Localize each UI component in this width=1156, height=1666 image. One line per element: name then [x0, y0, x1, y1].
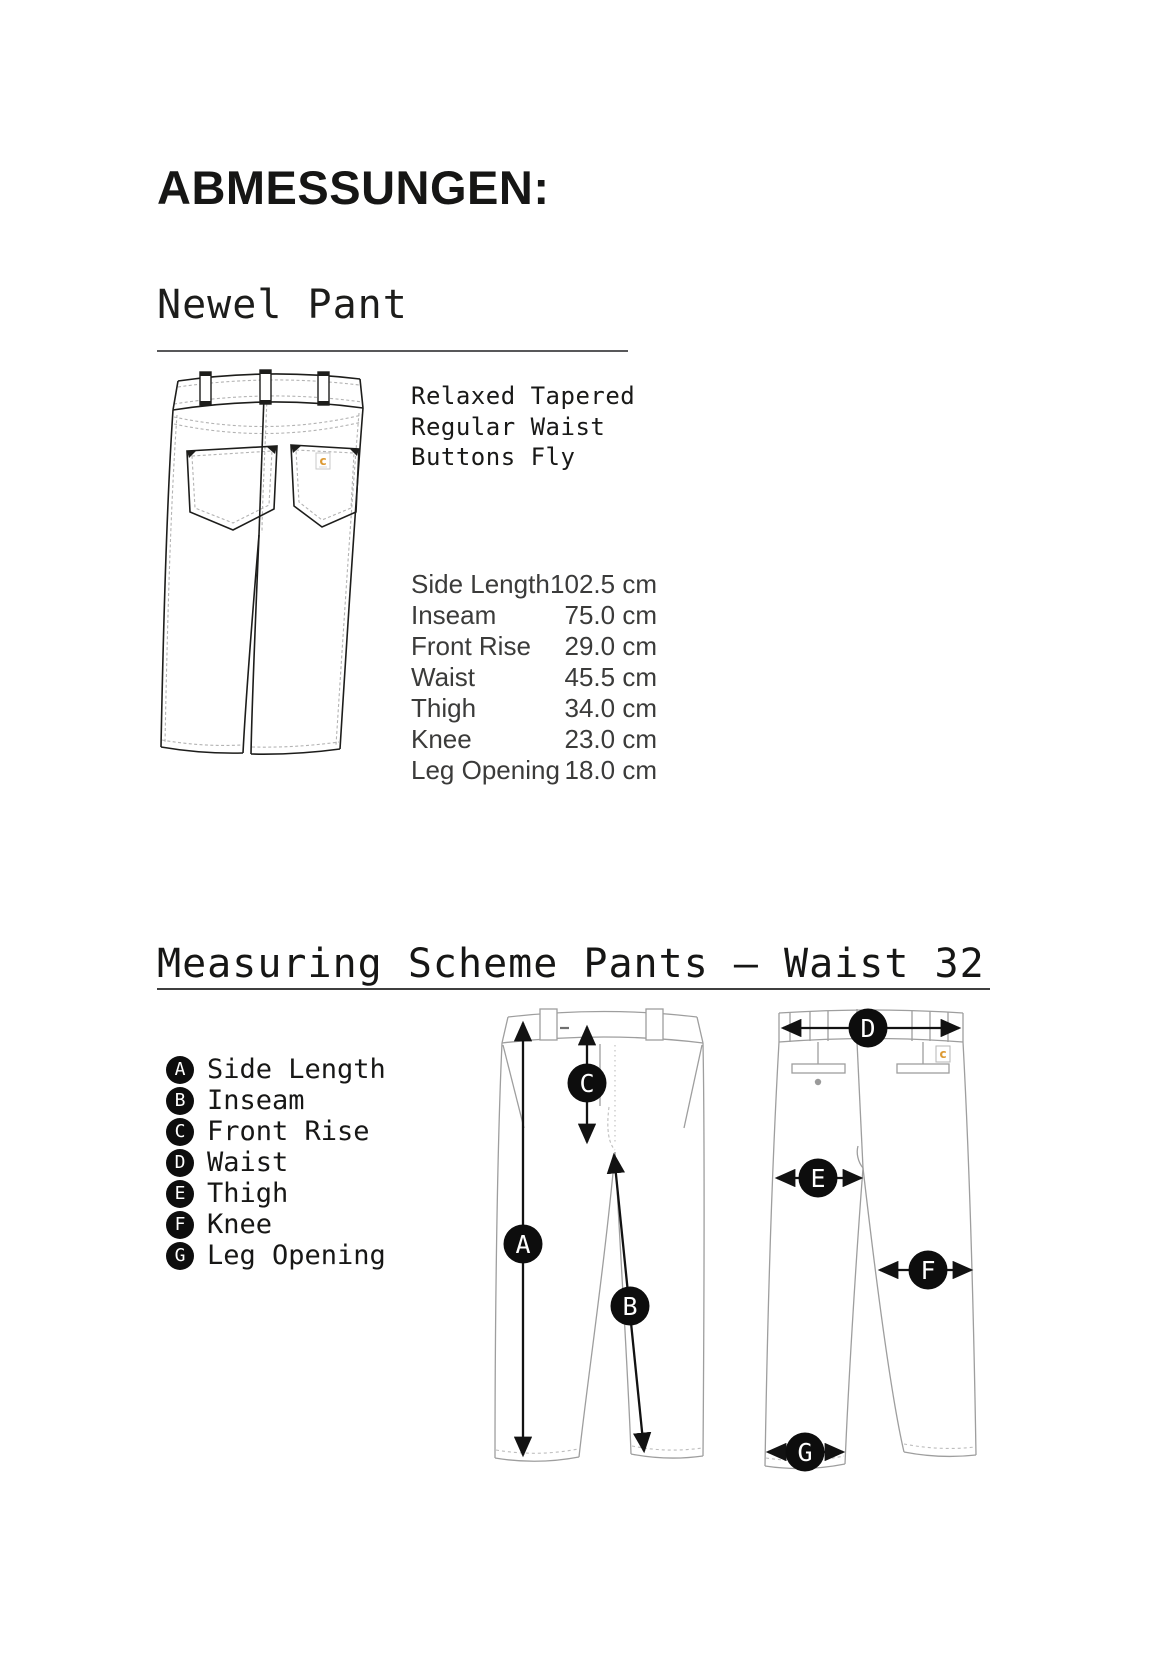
- measurement-value: 29.0 cm: [564, 631, 657, 661]
- legend-badge-letter: B: [174, 1090, 186, 1111]
- badge-thigh: E: [810, 1164, 826, 1193]
- scheme-front-view-drawing: [488, 1002, 723, 1480]
- measurement-value: 34.0 cm: [564, 693, 657, 723]
- measurement-label: Knee: [411, 724, 472, 754]
- legend-item: [166, 1116, 386, 1147]
- table-row: [411, 724, 657, 755]
- measurement-table: [411, 569, 657, 786]
- measurement-label: Thigh: [411, 693, 477, 723]
- legend-badge-letter: G: [174, 1245, 186, 1266]
- scheme-legend: [166, 1054, 386, 1271]
- measure-badges-back: [786, 1009, 948, 1472]
- legend-badge: [166, 1211, 194, 1239]
- measurement-label: Front Rise: [411, 631, 531, 661]
- legend-label: Inseam: [207, 1085, 305, 1116]
- legend-badge: [166, 1056, 194, 1084]
- scheme-back-view-drawing: [752, 1002, 987, 1480]
- brand-logo-letter: c: [939, 1047, 947, 1061]
- legend-badge-letter: D: [174, 1152, 186, 1173]
- legend-badge: [166, 1180, 194, 1208]
- brand-logo-letter: c: [319, 454, 327, 468]
- legend-badge: [166, 1118, 194, 1146]
- measurement-value: 45.5 cm: [564, 662, 657, 692]
- badge-front-rise: C: [579, 1069, 595, 1098]
- legend-item: [166, 1054, 386, 1085]
- measurement-value: 23.0 cm: [564, 724, 657, 754]
- table-row: [411, 693, 657, 724]
- table-row: [411, 569, 657, 600]
- badge-inseam: B: [622, 1292, 638, 1321]
- brand-label: [936, 1046, 950, 1062]
- legend-badge-letter: A: [174, 1059, 186, 1080]
- scheme-title: Measuring Scheme Pants – Waist 32: [157, 941, 990, 990]
- table-row: [411, 631, 657, 662]
- legend-label: Side Length: [207, 1054, 386, 1085]
- legend-label: Thigh: [207, 1178, 289, 1209]
- legend-label: Leg Opening: [207, 1240, 386, 1271]
- legend-badge: [166, 1087, 194, 1115]
- legend-item: [166, 1240, 386, 1271]
- measure-arrows-back: [768, 1028, 971, 1452]
- legend-item: [166, 1085, 386, 1116]
- pocket-button: [815, 1079, 821, 1085]
- feature-list: [411, 381, 635, 473]
- legend-badge-letter: C: [174, 1121, 186, 1142]
- feature-line: Buttons Fly: [411, 443, 576, 472]
- legend-badge: [166, 1242, 194, 1270]
- feature-line: Relaxed Tapered: [411, 382, 636, 410]
- measurement-label: Inseam: [411, 600, 497, 630]
- badge-side-length: A: [515, 1230, 531, 1259]
- legend-item: [166, 1178, 386, 1209]
- brand-label: [316, 453, 330, 469]
- badge-waist: D: [860, 1014, 876, 1043]
- measurement-value: 18.0 cm: [564, 755, 657, 785]
- product-name-heading: Newel Pant: [157, 282, 628, 352]
- badge-leg-opening: G: [797, 1438, 813, 1467]
- measurement-value: 75.0 cm: [564, 600, 657, 630]
- measurement-label: Waist: [411, 662, 476, 692]
- pant-outline: [161, 374, 363, 754]
- legend-item: [166, 1147, 386, 1178]
- feature-line: Regular Waist: [411, 412, 606, 441]
- legend-item: [166, 1209, 386, 1240]
- legend-label: Front Rise: [207, 1116, 370, 1147]
- legend-badge-letter: E: [174, 1183, 186, 1204]
- back-pant-outline: [765, 1009, 976, 1469]
- measurement-value: 102.5 cm: [550, 569, 657, 599]
- measurement-label: Side Length: [411, 569, 550, 599]
- legend-label: Knee: [207, 1209, 273, 1240]
- table-row: [411, 662, 657, 693]
- legend-badge: [166, 1149, 194, 1177]
- measurement-label: Leg Opening: [411, 755, 560, 785]
- table-row: [411, 600, 657, 631]
- legend-badge-letter: F: [174, 1214, 186, 1235]
- table-row: [411, 755, 657, 786]
- newel-pant-back-drawing: [158, 363, 370, 755]
- badge-knee: F: [920, 1256, 936, 1285]
- legend-label: Waist: [207, 1147, 289, 1178]
- page-title: ABMESSUNGEN:: [157, 161, 550, 214]
